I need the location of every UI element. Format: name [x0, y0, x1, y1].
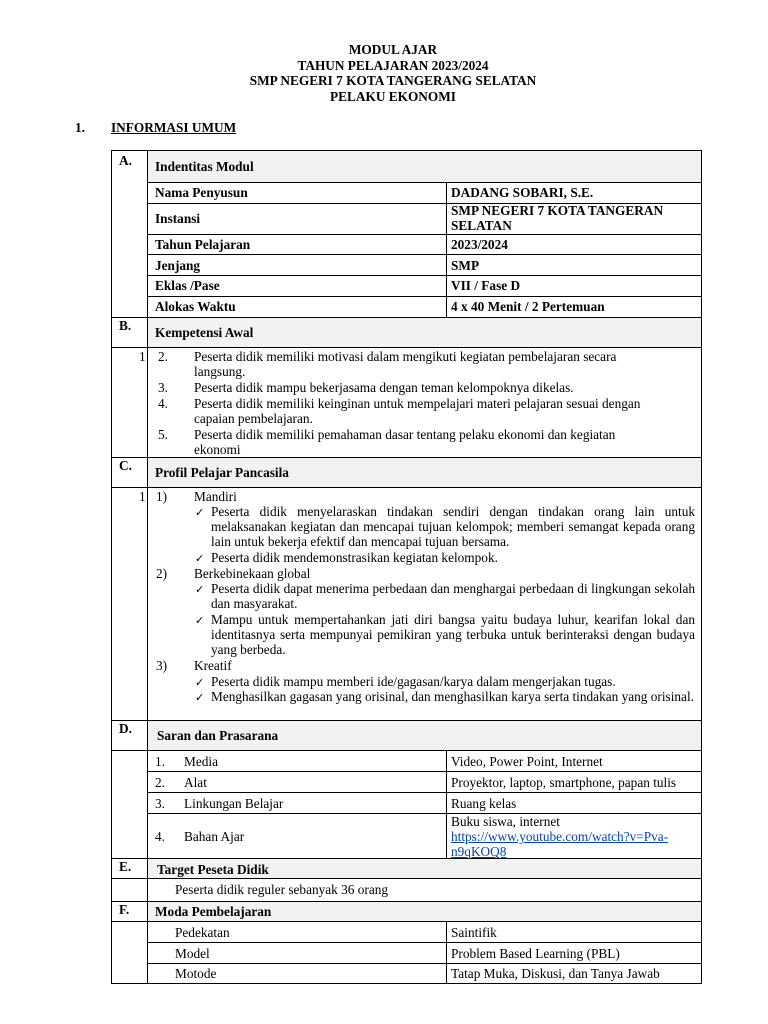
- facility-key: Alat: [184, 775, 207, 790]
- grid-line: [111, 317, 702, 318]
- profile-name: Mandiri: [194, 489, 237, 504]
- grid-line: [147, 182, 702, 183]
- facility-key: Linkungan Belajar: [184, 796, 284, 811]
- header-school: SMP NEGERI 7 KOTA TANGERANG SELATAN: [249, 73, 537, 88]
- grid-line: [147, 792, 702, 793]
- facility-value: Proyektor, laptop, smartphone, papan tulis: [451, 775, 677, 790]
- section-heading: [75, 120, 236, 136]
- grid-line: [147, 275, 702, 276]
- section-c-title: Profil Pelajar Pancasila: [155, 465, 289, 480]
- check-icon: [195, 689, 204, 705]
- grid-line: [111, 487, 702, 488]
- identity-key: Eklas /Pase: [155, 278, 220, 293]
- mode-key: Pedekatan: [175, 925, 230, 940]
- list-item: Peserta didik memiliki keinginan untuk mempelajari materi pelajaran sesuai dengan: [194, 396, 641, 411]
- list-item: langsung.: [194, 364, 246, 379]
- section-d-letter: D.: [119, 721, 132, 736]
- facility-key: Bahan Ajar: [184, 829, 245, 844]
- section-f-letter: F.: [119, 902, 130, 917]
- profile-name: Berkebinekaan global: [194, 566, 311, 581]
- grid-line: [111, 901, 702, 902]
- profile-point: Peserta didik mendemonstrasikan kegiatan kelompok.: [211, 550, 498, 565]
- header-year: TAHUN PELAJARAN 2023/2024: [297, 57, 489, 73]
- section-b-letter: B.: [119, 318, 132, 333]
- facility-number: 2.: [155, 775, 165, 790]
- list-item: Peserta didik memiliki motivasi dalam mengikuti kegiatan pembelajaran secara: [194, 349, 617, 364]
- grid-line: [147, 771, 702, 772]
- profile-number: 1): [156, 489, 168, 504]
- section-number: 1.: [75, 120, 85, 135]
- identity-value: DADANG SOBARI, S.E.: [451, 185, 594, 200]
- identity-value: VII / Fase D: [451, 278, 521, 293]
- list-item: ekonomi: [194, 442, 241, 457]
- profile-name: Kreatif: [194, 658, 232, 673]
- grid-line: [147, 234, 702, 235]
- profile-number: 2): [156, 566, 168, 581]
- profile-point: Mampu untuk mempertahankan jati diri bangsa yaitu budaya luhur, kearifan lokal dan identitasnya serta mempunyai pemikiran yang terbuka untuk berinteraksi dengan budaya yang berbeda.: [211, 612, 695, 657]
- check-icon: [195, 504, 204, 520]
- facility-number: 3.: [155, 796, 165, 811]
- grid-line: [111, 858, 702, 859]
- document-header: [0, 42, 768, 104]
- list-item-number: 3.: [158, 380, 168, 395]
- identity-key: Alokas Waktu: [155, 299, 236, 314]
- identity-key: Instansi: [155, 211, 201, 226]
- facility-value: Buku siswa, internet: [451, 814, 560, 829]
- target-text: Peserta didik reguler sebanyak 36 orang: [175, 882, 389, 897]
- section-d-title: Saran dan Prasarana: [157, 728, 279, 743]
- section-e-letter: E.: [119, 859, 132, 874]
- profile-point: Menghasilkan gagasan yang orisinal, dan menghasilkan karya serta tindakan yang orisinal.: [211, 689, 694, 704]
- grid-line: [147, 296, 702, 297]
- grid-line: [111, 720, 702, 721]
- grid-line: [446, 750, 447, 858]
- facility-value: Ruang kelas: [451, 796, 517, 811]
- section-e-title: Target Peseta Didik: [157, 862, 269, 877]
- check-icon: [195, 612, 204, 628]
- profile-point: Peserta didik mampu memberi ide/gagasan/karya dalam mengerjakan tugas.: [211, 674, 616, 689]
- facility-key: Media: [184, 754, 218, 769]
- profile-point: Peserta didik dapat menerima perbedaan dan menghargai perbedaan di lingkungan sekolah dan masyarakat.: [211, 581, 695, 611]
- section-c-letter: C.: [119, 458, 132, 473]
- list-marker: 1: [139, 489, 146, 504]
- grid-line: [446, 921, 447, 984]
- check-icon: [195, 674, 204, 690]
- list-item: Peserta didik memiliki pemahaman dasar tentang pelaku ekonomi dan kegiatan: [194, 427, 616, 442]
- mode-value: Tatap Muka, Diskusi, dan Tanya Jawab: [451, 966, 660, 981]
- list-item-number: 5.: [158, 427, 168, 442]
- identity-value: SMP: [451, 258, 480, 273]
- grid-line: [147, 963, 702, 964]
- section-a-title: Indentitas Modul: [155, 159, 254, 174]
- grid-line: [446, 182, 447, 317]
- identity-value: SELATAN: [451, 218, 512, 233]
- mode-key: Model: [175, 946, 210, 961]
- facility-value: Video, Power Point, Internet: [451, 754, 603, 769]
- grid-line: [111, 347, 702, 348]
- section-title: INFORMASI UMUM: [111, 120, 237, 135]
- grid-line: [111, 457, 702, 458]
- list-marker: 1: [139, 349, 146, 364]
- grid-line: [111, 750, 702, 751]
- mode-value: Problem Based Learning (PBL): [451, 946, 620, 961]
- identity-key: Jenjang: [155, 258, 201, 273]
- identity-value: 2023/2024: [451, 237, 508, 252]
- list-item-number: 4.: [158, 396, 168, 411]
- header-topic: PELAKU EKONOMI: [330, 88, 456, 104]
- identity-key: Tahun Pelajaran: [155, 237, 251, 252]
- list-item-number: 2.: [158, 349, 168, 364]
- list-item: capaian pembelajaran.: [194, 411, 313, 426]
- check-icon: [195, 581, 204, 597]
- mode-value: Saintifik: [451, 925, 497, 940]
- grid-line: [147, 813, 702, 814]
- section-a-letter: A.: [119, 153, 132, 168]
- identity-value: SMP NEGERI 7 KOTA TANGERAN: [451, 203, 664, 218]
- section-b-title: Kempetensi Awal: [155, 325, 254, 340]
- grid-line: [111, 921, 702, 922]
- identity-key: Nama Penyusun: [155, 185, 248, 200]
- header-title: MODUL AJAR: [348, 42, 438, 57]
- youtube-link[interactable]: https://www.youtube.com/watch?v=Pva-: [451, 829, 669, 844]
- mode-key: Motode: [175, 966, 217, 981]
- grid-line: [147, 942, 702, 943]
- grid-line: [147, 254, 702, 255]
- list-item: Peserta didik mampu bekerjasama dengan teman kelompoknya dikelas.: [194, 380, 574, 395]
- grid-line: [111, 878, 702, 879]
- profile-point: Peserta didik menyelaraskan tindakan sendiri dengan tindakan orang lain untuk melaksanakan kegiatan dan mencapai tujuan kelompok; memberi semangat kepada orang lain untuk bekerja efektif dan mencapai tujuan bersama.: [211, 504, 695, 549]
- facility-number: 1.: [155, 754, 165, 769]
- section-f-title: Moda Pembelajaran: [155, 904, 272, 919]
- youtube-link-continued[interactable]: n9qKOQ8: [451, 844, 507, 859]
- profile-number: 3): [156, 658, 168, 673]
- identity-value: 4 x 40 Menit / 2 Pertemuan: [451, 299, 605, 314]
- check-icon: [195, 550, 204, 566]
- facility-number: 4.: [155, 829, 165, 844]
